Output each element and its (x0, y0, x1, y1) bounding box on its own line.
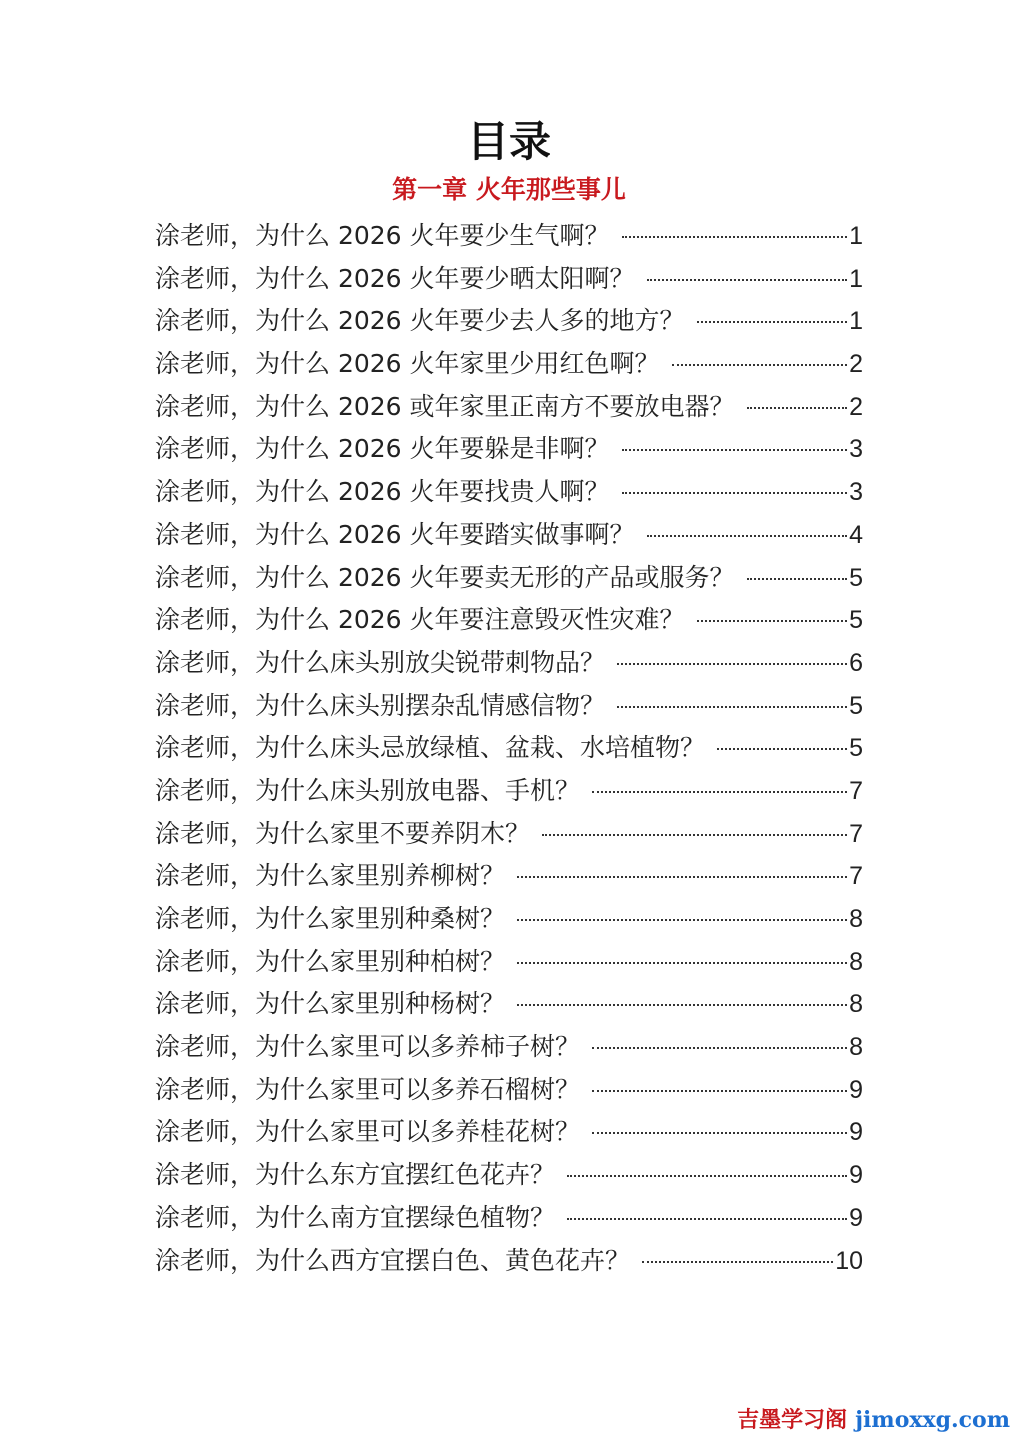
dot-leader (567, 1218, 847, 1220)
toc-entry-text: 涂老师，为什么 2026 火年要躲是非啊？ (155, 434, 610, 464)
toc-entry-text: 涂老师，为什么 2026 火年要找贵人啊？ (155, 477, 610, 507)
toc-entry (155, 471, 863, 514)
toc-entry (155, 983, 863, 1026)
dot-leader (697, 321, 848, 323)
dot-leader (747, 578, 848, 580)
toc-entry-page: 8 (849, 990, 863, 1019)
toc-entry (155, 386, 863, 429)
toc-entry (155, 215, 863, 258)
dot-leader (517, 919, 847, 921)
dot-leader (517, 1004, 847, 1006)
dot-leader (647, 535, 848, 537)
toc-entry-page: 3 (849, 478, 863, 507)
dot-leader (592, 791, 847, 793)
toc-entry (155, 1026, 863, 1069)
toc-entry-text: 涂老师，为什么床头别摆杂乱情感信物？ (155, 690, 606, 720)
toc-entry-text: 涂老师，为什么西方宜摆白色、黄色花卉？ (155, 1245, 631, 1275)
toc-entry (155, 343, 863, 386)
toc-entry-page: 7 (849, 776, 863, 805)
toc-entry-text: 涂老师，为什么家里可以多养桂花树？ (155, 1117, 581, 1147)
toc-entry-text: 涂老师，为什么 2026 火年要少去人多的地方？ (155, 306, 685, 336)
dot-leader (697, 620, 848, 622)
toc-entry-page: 6 (849, 648, 863, 677)
dot-leader (542, 834, 847, 836)
toc-entry-page: 9 (849, 1118, 863, 1147)
toc-entry (155, 1197, 863, 1240)
toc-entry (155, 941, 863, 984)
dot-leader (672, 364, 848, 366)
toc-entry-page: 7 (849, 819, 863, 848)
dot-leader (517, 876, 847, 878)
toc-entry-text: 涂老师，为什么东方宜摆红色花卉？ (155, 1160, 556, 1190)
watermark-name: 吉墨学习阁 (737, 1408, 848, 1433)
toc-entry-text: 涂老师，为什么家里可以多养柿子树？ (155, 1032, 581, 1062)
toc-entry-page: 1 (849, 222, 863, 250)
toc-entry-page: 5 (849, 606, 863, 635)
toc-entry (155, 642, 863, 685)
chapter-title: 第一章 火年那些事儿 (392, 175, 626, 204)
toc-entry (155, 770, 863, 813)
toc-entry-page: 8 (849, 905, 863, 933)
toc-entry (155, 685, 863, 728)
dot-leader (592, 1047, 847, 1049)
toc-entry-page: 8 (849, 947, 863, 976)
dot-leader (747, 407, 848, 409)
dot-leader (592, 1090, 847, 1092)
toc-entry (155, 855, 863, 898)
toc-entry-page: 5 (849, 563, 863, 592)
toc-entry-text: 涂老师，为什么南方宜摆绿色植物？ (155, 1202, 556, 1232)
dot-leader (622, 236, 848, 238)
toc-entry-text: 涂老师，为什么 2026 火年要少晒太阳啊？ (155, 263, 635, 293)
toc-entry-text: 涂老师，为什么 2026 或年家里正南方不要放电器？ (155, 391, 735, 421)
toc-entry-page: 9 (849, 1203, 863, 1232)
dot-leader (642, 1261, 833, 1263)
toc-entry-page: 5 (849, 691, 863, 720)
toc-entry (155, 557, 863, 600)
toc-entry-text: 涂老师，为什么 2026 火年要卖无形的产品或服务？ (155, 562, 735, 592)
toc-entry (155, 898, 863, 941)
toc-entry-page: 7 (849, 862, 863, 891)
toc-entry (155, 300, 863, 343)
toc-entry-page: 10 (835, 1246, 863, 1275)
page-title: 目录 (466, 117, 551, 166)
toc-entry (155, 813, 863, 856)
toc-entry (155, 258, 863, 301)
toc-entry (155, 1240, 863, 1283)
dot-leader (517, 962, 847, 964)
toc-entry-page: 1 (849, 307, 863, 336)
toc-entry (155, 727, 863, 770)
toc-entry-text: 涂老师，为什么家里别养柳树？ (155, 861, 506, 891)
toc-entry-text: 涂老师，为什么家里别种桑树？ (155, 904, 506, 933)
toc-entry (155, 599, 863, 642)
toc-entry (155, 1154, 863, 1197)
toc-entry (155, 428, 863, 471)
dot-leader (567, 1175, 847, 1177)
dot-leader (717, 748, 847, 750)
toc-entry-page: 2 (849, 350, 863, 379)
toc-entry-page: 3 (849, 435, 863, 464)
toc-entry-text: 涂老师，为什么 2026 火年家里少用红色啊？ (155, 349, 660, 379)
dot-leader (592, 1132, 847, 1134)
toc-entry-page: 9 (849, 1161, 863, 1190)
toc-entry-text: 涂老师，为什么 2026 火年要踏实做事啊？ (155, 519, 635, 549)
toc-entry-text: 涂老师，为什么床头别放电器、手机？ (155, 775, 581, 805)
dot-leader (622, 449, 848, 451)
toc-entry-page: 2 (849, 392, 863, 421)
toc-entry (155, 1069, 863, 1112)
watermark (737, 1405, 1010, 1436)
dot-leader (617, 663, 847, 665)
toc-entry-text: 涂老师，为什么家里可以多养石榴树？ (155, 1074, 581, 1104)
toc-entry (155, 1111, 863, 1154)
toc-list (155, 215, 863, 1282)
toc-entry-page: 8 (849, 1033, 863, 1062)
watermark-domain: jimoxxg.com (855, 1407, 1010, 1433)
toc-entry-text: 涂老师，为什么 2026 火年要注意毁灭性灾难？ (155, 605, 685, 635)
toc-entry-page: 4 (849, 520, 863, 549)
dot-leader (617, 706, 847, 708)
toc-entry-text: 涂老师，为什么家里别种杨树？ (155, 989, 506, 1019)
toc-entry-text: 涂老师，为什么 2026 火年要少生气啊？ (155, 221, 610, 250)
dot-leader (622, 492, 848, 494)
toc-entry-text: 涂老师，为什么床头忌放绿植、盆栽、水培植物？ (155, 733, 706, 763)
toc-entry-page: 5 (849, 734, 863, 763)
toc-entry (155, 514, 863, 557)
dot-leader (647, 279, 848, 281)
toc-entry-text: 涂老师，为什么家里不要养阴木？ (155, 818, 531, 848)
toc-entry-page: 1 (849, 264, 863, 293)
toc-entry-text: 涂老师，为什么家里别种柏树？ (155, 946, 506, 976)
toc-entry-page: 9 (849, 1075, 863, 1104)
toc-entry-text: 涂老师，为什么床头别放尖锐带刺物品？ (155, 647, 606, 677)
